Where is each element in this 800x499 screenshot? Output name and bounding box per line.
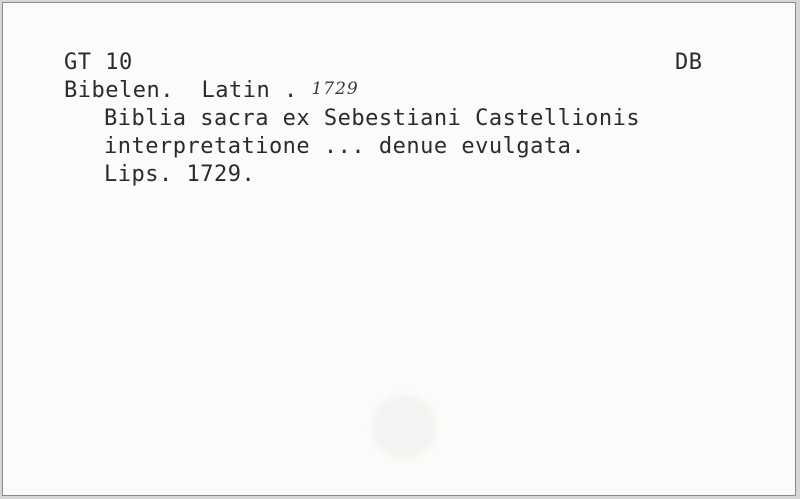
catalog-card	[2, 2, 796, 496]
handwritten-year: 1729	[311, 79, 359, 99]
heading-subject: Bibelen.	[64, 78, 174, 103]
location-code: DB	[675, 50, 703, 75]
call-number: GT 10	[64, 50, 133, 75]
title-line-1: Biblia sacra ex Sebestiani Castellionis	[104, 106, 641, 131]
heading-separator: .	[283, 78, 298, 103]
imprint	[104, 163, 255, 187]
punch-hole	[372, 395, 436, 459]
title-line-2: interpretatione ... denue evulgata.	[104, 134, 586, 159]
imprint-year: 1729.	[186, 162, 256, 187]
imprint-place: Lips.	[104, 162, 173, 187]
heading-language: Latin	[201, 78, 271, 103]
subject-heading	[64, 79, 359, 104]
